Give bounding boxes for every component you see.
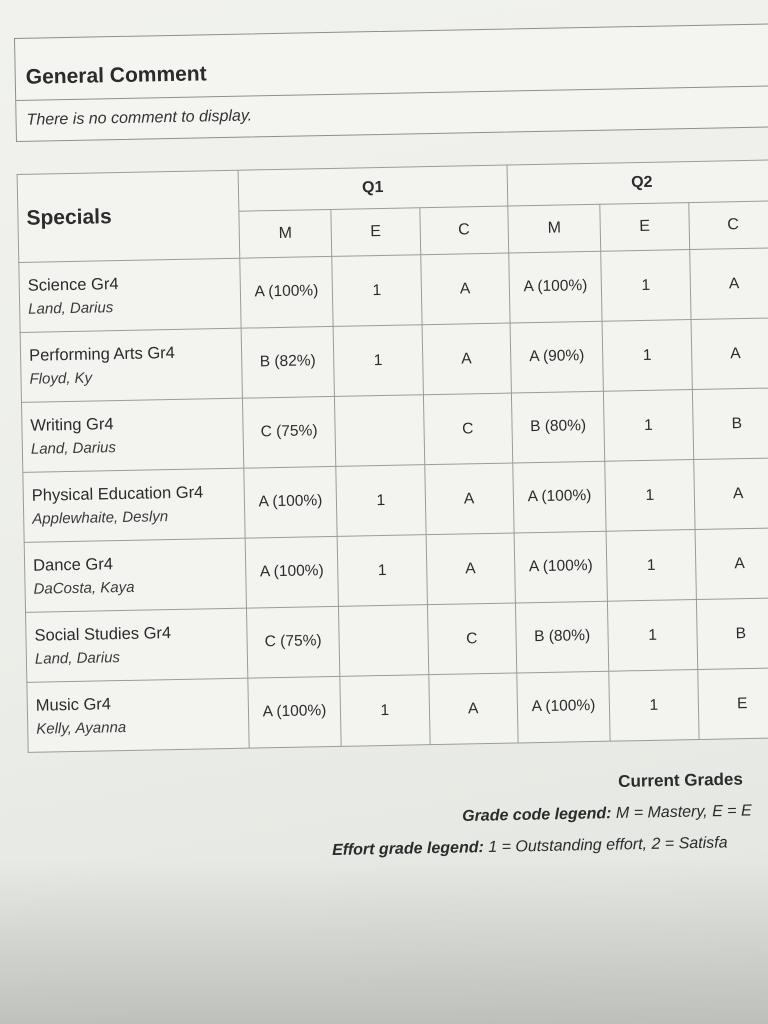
q1-mastery-cell: A (100%)	[244, 466, 338, 538]
q2-conduct-cell: B	[696, 598, 768, 670]
q2-conduct-cell: A	[689, 248, 768, 320]
q1-effort-cell: 1	[336, 465, 426, 537]
teacher-name: Floyd, Ky	[29, 369, 93, 388]
grade-code-legend-label: Grade code legend:	[462, 805, 612, 825]
q2-conduct-cell: A	[691, 318, 768, 390]
q2-effort-cell: 1	[606, 530, 696, 602]
teacher-name: Land, Darius	[34, 649, 121, 668]
q1-mastery-cell: A (100%)	[240, 256, 334, 328]
q2-effort-cell: 1	[609, 669, 699, 741]
q1-effort-cell: 1	[340, 675, 430, 747]
general-comment-section	[14, 23, 768, 142]
general-comment-text: There is no comment to display.	[26, 107, 253, 129]
q2-mastery-cell: A (100%)	[513, 461, 607, 533]
q2-conduct-header: C	[688, 201, 768, 250]
q2-effort-cell: 1	[608, 600, 698, 672]
q1-conduct-cell: A	[426, 533, 516, 605]
current-grades-label: Current Grades	[618, 769, 744, 791]
q1-mastery-cell: B (82%)	[241, 326, 335, 398]
q1-conduct-cell: A	[428, 673, 518, 745]
q2-effort-cell: 1	[602, 320, 692, 392]
report-content	[14, 23, 768, 753]
q1-effort-cell	[339, 605, 429, 677]
subject-name: Writing Gr4	[30, 415, 114, 435]
subject-cell	[21, 398, 243, 472]
q1-mastery-cell: C (75%)	[246, 606, 340, 678]
subject-cell	[23, 468, 245, 542]
subject-name: Physical Education Gr4	[31, 483, 204, 505]
q2-mastery-cell: A (100%)	[509, 251, 603, 323]
subject-name: Performing Arts Gr4	[28, 343, 176, 365]
subject-name: Science Gr4	[27, 275, 119, 295]
subject-name: Dance Gr4	[32, 555, 114, 575]
q1-mastery-cell: A (100%)	[245, 536, 339, 608]
q1-effort-cell: 1	[337, 535, 427, 607]
q1-conduct-header: C	[419, 206, 508, 255]
q2-mastery-cell: B (80%)	[515, 601, 609, 673]
effort-grade-legend-label: Effort grade legend:	[332, 839, 485, 859]
subject-cell	[27, 678, 249, 752]
effort-grade-legend	[332, 834, 728, 860]
table-row	[27, 668, 768, 753]
subject-cell	[24, 538, 246, 612]
q1-conduct-cell: C	[427, 603, 517, 675]
q2-effort-cell: 1	[605, 460, 695, 532]
q1-conduct-cell: A	[424, 463, 514, 535]
q2-mastery-cell: B (80%)	[511, 391, 605, 463]
q1-conduct-cell: A	[420, 253, 510, 325]
q1-mastery-cell: C (75%)	[242, 396, 336, 468]
subject-cell	[20, 328, 242, 402]
q2-mastery-cell: A (90%)	[510, 321, 604, 393]
q2-effort-cell: 1	[601, 250, 691, 322]
q2-effort-cell: 1	[604, 390, 694, 462]
q2-mastery-header: M	[508, 204, 601, 253]
subject-cell	[19, 258, 241, 332]
q2-conduct-cell: A	[693, 458, 768, 530]
grade-code-legend	[462, 802, 752, 826]
teacher-name: Kelly, Ayanna	[36, 718, 127, 738]
subject-name: Social Studies Gr4	[34, 624, 172, 645]
teacher-name: Applewhaite, Deslyn	[32, 508, 169, 528]
q2-header: Q2	[507, 160, 768, 206]
page-shadow	[0, 860, 768, 1024]
subject-cell	[26, 608, 248, 682]
q2-mastery-cell: A (100%)	[514, 531, 608, 603]
q1-mastery-cell: A (100%)	[248, 676, 342, 748]
effort-grade-legend-text: 1 = Outstanding effort, 2 = Satisfa	[488, 834, 728, 856]
q2-effort-header: E	[600, 203, 689, 252]
q1-conduct-cell: C	[423, 393, 513, 465]
q1-effort-header: E	[331, 208, 420, 257]
q1-conduct-cell: A	[422, 323, 512, 395]
general-comment-heading: General Comment	[15, 24, 768, 101]
q1-effort-cell: 1	[333, 325, 423, 397]
q1-mastery-header: M	[239, 209, 332, 258]
specials-header: Specials	[17, 170, 239, 262]
grade-code-legend-text: M = Mastery, E = E	[615, 802, 752, 823]
specials-grades-table	[17, 159, 768, 752]
q2-conduct-cell: A	[695, 528, 768, 600]
teacher-name: DaCosta, Kaya	[33, 578, 135, 598]
teacher-name: Land, Darius	[30, 439, 117, 458]
q1-effort-cell: 1	[332, 255, 422, 327]
subject-name: Music Gr4	[35, 695, 112, 715]
q2-mastery-cell: A (100%)	[517, 671, 611, 743]
q1-effort-cell	[335, 395, 425, 467]
q2-conduct-cell: E	[697, 668, 768, 740]
q1-header: Q1	[238, 165, 508, 211]
teacher-name: Land, Darius	[28, 299, 114, 318]
q2-conduct-cell: B	[692, 388, 768, 460]
